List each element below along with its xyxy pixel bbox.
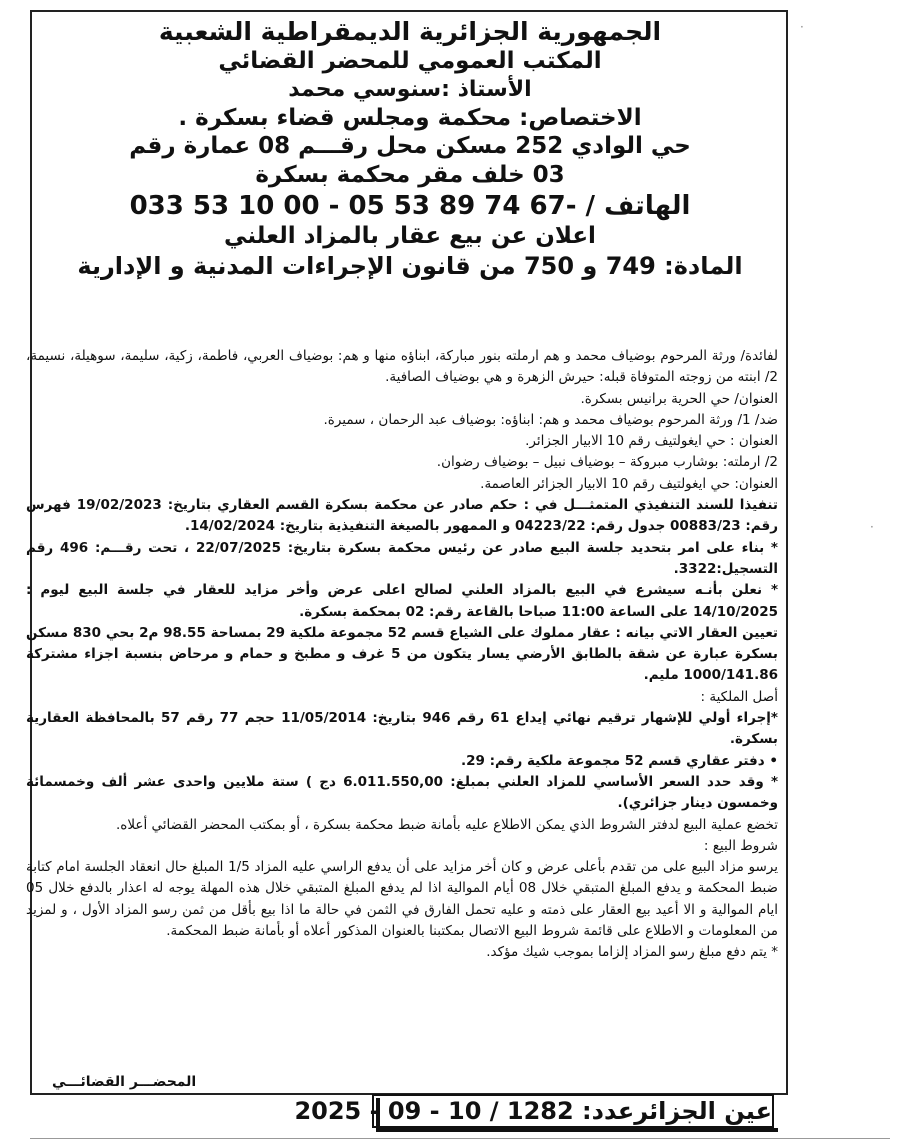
header-address-line2: 03 خلف مقر محكمة بسكرة: [255, 162, 565, 188]
header-address-line1: حي الوادي 252 مسكن محل رقـــم 08 عمارة رقم: [129, 133, 691, 160]
header-republic: الجمهورية الجزائرية الديمقراطية الشعبية: [158, 17, 662, 46]
base-price: * وقد حدد السعر الأساسي للمزاد العلني بمبلغ: 6.011.550,00 دج ) ستة ملايين واحدى عشر ألف وخمسمائة وخمسون دينار جزائري).: [26, 773, 778, 812]
defendants-1-address: العنوان : حي ايغولتيف رقم 10 الابيار الجزائر.: [525, 433, 778, 450]
sale-conditions: يرسو مزاد البيع على من تقدم بأعلى عرض و كان أخر مزايد على أن يدفع الراسي عليه المزاد 1/5 المبلغ حال انعقاد الجلسة امام كتابة ضبط المحكمة و يدفع المبلغ المتبقي خلال 08 أيام الموالية اذا لم يدفع المبلغ المتبقي خلال هذه المهلة يوجه له اعذار بالدفع خلال 05 ايام الموالية و الا أعيد بيع العقار على ذمته و عليه تحمل الفارق في الثمن في حالة ما اذا بيع بأقل من ثمن رسو المزاد الأول ، و لمزيد من المعلومات و الاطلاع على قائمة شروط البيع الاتصال بمكتبنا بالعنوان المذكور أعلاه أو بأمانة ضبط المحكمة.: [26, 859, 778, 940]
enforcement-title: تنفيذا للسند التنفيذي المتمثـــل في : حكم صادر عن محكمة بسكرة القسم العقاري بتاريخ: 19/02/2023 فهرس رقم: 00883/23 جدول رقم: 04223/22 و الممهور بالصيغة التنفيذية بتاريخ: 14/02/2024.: [26, 497, 778, 535]
scan-speck: ·: [800, 20, 804, 34]
notice-title: اعلان عن بيع عقار بالمزاد العلني: [224, 223, 596, 250]
bailiff-signature-label: المحضـــر القضائـــي: [52, 1074, 197, 1090]
defendants-1: ضد/ 1/ ورثة المرحوم بوضياف محمد و هم: ابناؤه: بوضياف عبد الرحمان ، سميرة.: [323, 411, 778, 428]
defendants-2-address: العنوان: حي ايغولتيف رقم 10 الابيار الجزائر العاصمة.: [480, 475, 778, 492]
header-jurisdiction: الاختصاص: محكمة ومجلس قضاء بسكرة .: [178, 104, 642, 131]
sale-conditions-label: شروط البيع :: [703, 837, 778, 854]
page-bottom-rule: [30, 1138, 890, 1139]
header-phone: الهاتف / -67 74 89 53 05 - 00 10 53 033: [129, 190, 691, 221]
notice-header: [40, 16, 780, 281]
property-description: تعيين العقار الاتي بيانه : عقار مملوك على الشياع قسم 52 مجموعة ملكية 29 بمساحة 98.55 م2 بحي 830 مسكن بسكرة عبارة عن شقة بالطابق الأرضي يسار يتكون من 5 غرف و مطبخ و حمام و مرحاض بنسبة اجزاء مشتركة 1000/141.86 مليم.: [26, 624, 779, 684]
newspaper-issue-box: عين الجزائرعدد: 1282 / 10 - 09 - 2025: [372, 1094, 774, 1128]
header-bailiff-name: الأستاذ :سنوسي محمد: [288, 77, 532, 102]
ownership-registration: *إجراء أولي للإشهار ترقيم نهائي إيداع 61 رقم 946 بتاريخ: 11/05/2014 حجم 77 رقم 57 بالمحافظة العقارية بسكرة.: [26, 710, 778, 748]
notice-body: [26, 346, 778, 964]
defendants-2: 2/ ارملته: بوشارب مبروكة – بوضياف نبيل – بوضياف رضوان.: [436, 454, 778, 471]
sale-order: * بناء على امر بتحديد جلسة البيع صادر عن رئيس محكمة بسكرة بتاريخ: 22/07/2025 ، تحت رقـــم: 496 رقم التسجيل:3322.: [26, 539, 778, 577]
beneficiaries-address: العنوان/ حي الحرية برانيس بسكرة.: [580, 390, 778, 407]
conditions-book: تخضع عملية البيع لدفتر الشروط الذي يمكن الاطلاع عليه بأمانة ضبط محكمة بسكرة ، أو بمكتب المحضر القضائي أعلاه.: [116, 816, 778, 833]
auction-date: * نعلن بأنـه سيشرع في البيع بالمزاد العلني لصالح اعلى عرض وأخر مزايد للعقار في جلسة البيع ليوم : 14/10/2025 على الساعة 11:00 صباحا بالقاعة رقم: 02 بمحكمة بسكرة.: [26, 582, 778, 620]
beneficiaries: لفائدة/ ورثة المرحوم بوضياف محمد و هم ارملته بنور مباركة، ابناؤه منها و هم: بوضياف العربي، فاطمة، زكية، سليمة، سوهيلة، نسيمة، 2/ ابنته من زوجته المتوفاة قبله: حيرش الزهرة و هي بوضياف الصافية.: [26, 348, 778, 386]
payment-note: * يتم دفع مبلغ رسو المزاد إلزاما بموجب شيك مؤكد.: [486, 944, 778, 961]
land-register: • دفتر عقاري قسم 52 مجموعة ملكية رقم: 29.: [461, 752, 778, 769]
legal-articles: المادة: 749 و 750 من قانون الإجراءات المدنية و الإدارية: [77, 252, 743, 280]
scan-speck: ·: [870, 520, 874, 534]
header-office: المكتب العمومي للمحضر القضائي: [218, 48, 602, 75]
ownership-origin-label: أصل الملكية :: [700, 688, 778, 705]
